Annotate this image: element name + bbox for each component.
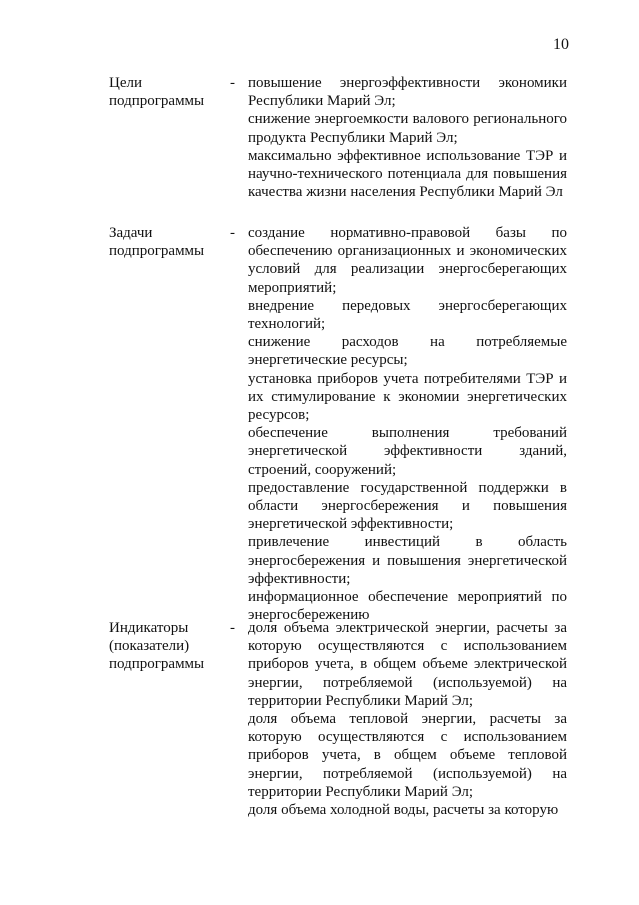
list-item: привлечение инвестиций в область энергосбережения и повышения энергетической эффективности; [248,534,567,587]
list-item: обеспечение выполнения требований энергетической эффективности зданий, строений, сооружений; [248,425,567,478]
list-item: доля объема электрической энергии, расчеты за которую осуществляются с использованием приборов учета, в общем объеме электрической энергии, потребляемой (используемой) на территории Республики Марий Эл; [248,620,567,709]
list-item: повышение энергоэффективности экономики Республики Марий Эл; [248,75,567,110]
section-dash: - [230,75,235,91]
section-body-goals [248,74,567,201]
list-item: доля объема холодной воды, расчеты за которую [248,802,559,819]
list-item: установка приборов учета потребителями ТЭР и их стимулирование к экономии энергетических ресурсов; [248,370,567,424]
section-body-indicators [248,619,567,819]
section-body-tasks [248,224,567,624]
list-item: доля объема тепловой энергии, расчеты за которую осуществляются с использованием приборов учета, в общем объеме тепловой энергии, потребляемой (используемой) на территории Республики Марий Эл; [248,711,567,800]
section-label-tasks: Задачи подпрограммы [109,225,205,260]
section-label-goals: Цели подпрограммы [109,75,205,110]
list-item: предоставление государственной поддержки в области энергосбережения и повышения энергетической эффективности; [248,479,567,533]
list-item: информационное обеспечение мероприятий по энергосбережению [248,589,567,624]
list-item: снижение энергоемкости валового регионального продукта Республики Марий Эл; [248,111,567,146]
list-item: создание нормативно-правовой базы по обеспечению организационных и экономических условий для реализации энергосберегающих мероприятий; [248,225,567,296]
section-dash: - [230,225,235,241]
list-item: снижение расходов на потребляемые энергетические ресурсы; [248,334,567,369]
list-item: внедрение передовых энергосберегающих технологий; [248,297,567,333]
section-dash: - [230,620,235,636]
list-item: максимально эффективное использование ТЭР и научно-технического потенциала для повышения качества жизни населения Республики Марий Эл [248,147,567,201]
page-number: 10 [553,36,569,53]
section-label-indicators: Индикаторы (показатели) подпрограммы [109,620,205,673]
